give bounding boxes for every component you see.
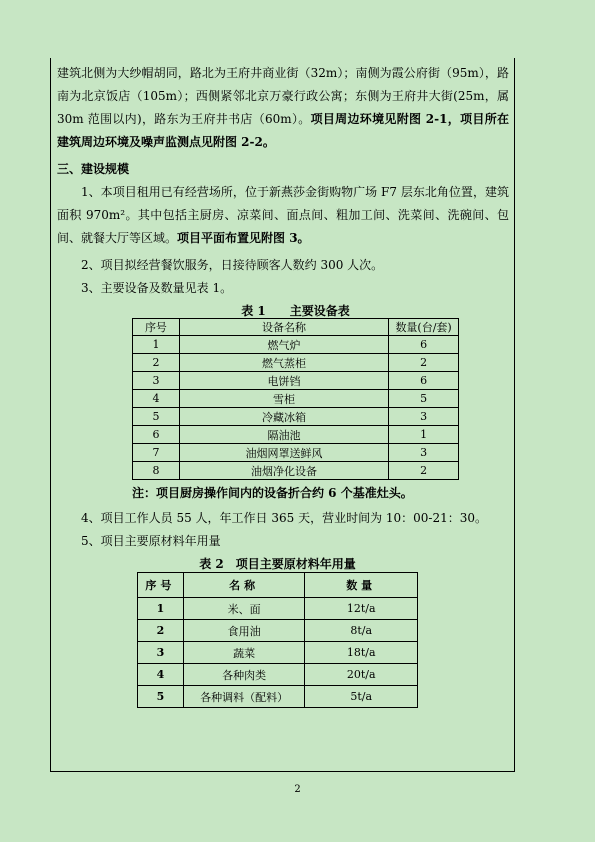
table-cell: 3 [389,408,459,426]
item1-text: 1、本项目租用已有经营场所，位于新燕莎金街购物广场 F7 层东北角位置，建筑面积 970m²。其中包括主厨房、凉菜间、面点间、粗加工间、洗菜间、洗碗间、包间、就餐大厅等区域。 [57,185,509,245]
item1-paragraph [57,181,509,250]
table-cell: 3 [133,372,180,390]
intro-text: 建筑北侧为大纱帽胡同，路北为王府井商业街（32m）；南侧为霞公府街（95m），路南为北京饭店（105m）；西侧紧邻北京万豪行政公寓；东侧为王府井大街(25m，属 30m 范围以内)，路东为王府井书店（60m）。 [57,66,509,126]
table-row [133,336,459,354]
table-cell: 1 [138,598,184,620]
table-row [138,620,418,642]
equipment-table [132,318,459,480]
table-cell: 各种肉类 [183,664,305,686]
table-row [138,686,418,708]
table-row [133,408,459,426]
table-cell: 油烟净化设备 [179,462,388,480]
table-cell: 冷藏冰箱 [179,408,388,426]
table-row [133,444,459,462]
table-cell: 12t/a [305,598,418,620]
table-cell: 6 [133,426,180,444]
table-row [133,462,459,480]
table-cell: 3 [138,642,184,664]
materials-table [137,572,418,708]
item3-paragraph: 3、主要设备及数量见表 1。 [81,281,233,295]
column-header: 序号 [133,319,180,336]
table-row [138,664,418,686]
table-cell: 米、面 [183,598,305,620]
table-cell: 18t/a [305,642,418,664]
table-cell: 燃气蒸柜 [179,354,388,372]
table-cell: 20t/a [305,664,418,686]
table-cell: 隔油池 [179,426,388,444]
table-cell: 5t/a [305,686,418,708]
table-cell: 各种调料（配料） [183,686,305,708]
table-cell: 2 [138,620,184,642]
table-cell: 5 [138,686,184,708]
table-row [133,426,459,444]
table-row [133,390,459,408]
table1-note: 注：项目厨房操作间内的设备折合约 6 个基准灶头。 [132,486,413,500]
table-cell: 3 [389,444,459,462]
table-cell: 5 [133,408,180,426]
table-cell: 电饼铛 [179,372,388,390]
table-row [133,372,459,390]
item5-paragraph: 5、项目主要原材料年用量 [81,534,221,548]
column-header: 设备名称 [179,319,388,336]
table-header-row [138,573,418,598]
item1-bold-text: 项目平面布置见附图 3。 [177,231,310,245]
table-cell: 8t/a [305,620,418,642]
table-row [138,598,418,620]
column-header: 序号 [138,573,184,598]
table-cell: 4 [133,390,180,408]
table-cell: 蔬菜 [183,642,305,664]
table-cell: 食用油 [183,620,305,642]
table2-caption: 表 2 项目主要原材料年用量 [199,557,356,571]
column-header: 名称 [183,573,305,598]
table-cell: 2 [133,354,180,372]
table-cell: 5 [389,390,459,408]
section-title: 三、建设规模 [57,162,130,176]
table-cell: 2 [389,462,459,480]
column-header: 数量 [305,573,418,598]
table-cell: 6 [389,336,459,354]
intro-bold-text: 项目周边环境见附图 2-1，项目所在建筑周边环境及噪声监测点见附图 2-2。 [57,112,510,149]
table-cell: 1 [389,426,459,444]
table-cell: 4 [138,664,184,686]
table-cell: 1 [133,336,180,354]
column-header: 数量(台/套) [389,319,459,336]
table-cell: 油烟网罩送鲜风 [179,444,388,462]
intro-paragraph [57,62,509,154]
table-cell: 7 [133,444,180,462]
table1-caption: 表 1 主要设备表 [241,304,350,318]
item4-paragraph: 4、项目工作人员 55 人，年工作日 365 天，营业时间为 10：00-21：30。 [81,511,488,525]
table-cell: 8 [133,462,180,480]
table-header-row [133,319,459,336]
table-cell: 雪柜 [179,390,388,408]
table-cell: 燃气炉 [179,336,388,354]
page-number: 2 [294,784,301,795]
table-row [133,354,459,372]
table-cell: 2 [389,354,459,372]
table-cell: 6 [389,372,459,390]
item2-paragraph: 2、项目拟经营餐饮服务，日接待顾客人数约 300 人次。 [81,258,384,272]
table-row [138,642,418,664]
